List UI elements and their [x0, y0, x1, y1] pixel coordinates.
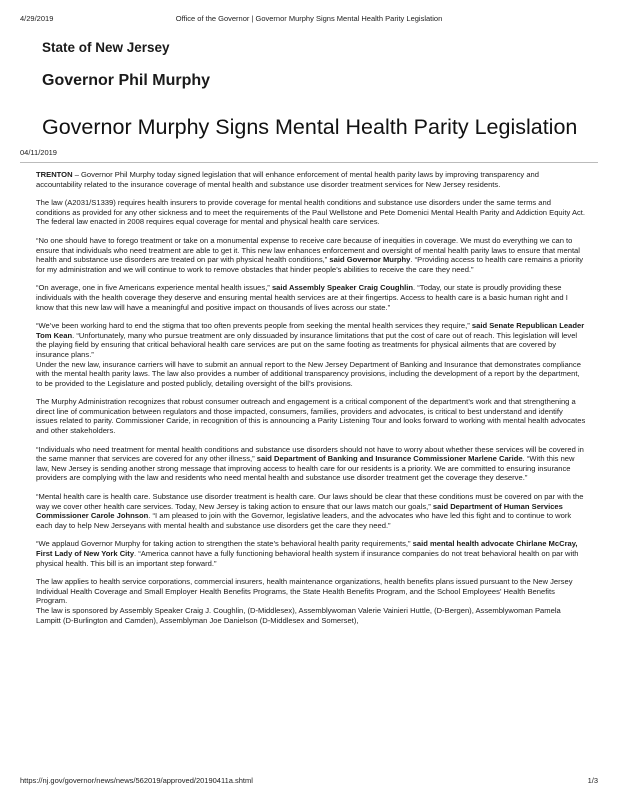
- site-name-link[interactable]: State of New Jersey: [42, 40, 170, 55]
- print-page-title: Office of the Governor | Governor Murphy Signs Mental Health Parity Legislation: [175, 14, 443, 23]
- paragraph-text: Under the new law, insurance carriers will have to submit an annual report to the New Jersey Department of Banking and Insurance that demonstrates compliance with the mental health parity laws. The law also provides a number of additional transparency provisions, including the development of a report by the department, to be provided to the Legislature and posted publicly, detailing oversight of the bill’s provisions.: [36, 359, 581, 388]
- print-date: 4/29/2019: [20, 14, 54, 23]
- speaker-attribution: TRENTON: [36, 170, 73, 179]
- article-paragraph: [36, 321, 586, 359]
- article-paragraph: [36, 283, 586, 312]
- page-number: 1/3: [587, 776, 598, 785]
- paragraph-text: “We applaud Governor Murphy for taking action to strengthen the state’s behavioral health parity requirements,”: [36, 539, 413, 549]
- paragraph-text: “On average, one in five Americans experience mental health issues,”: [36, 283, 272, 293]
- article-paragraph: [36, 397, 586, 435]
- page-url: https://nj.gov/governor/news/news/562019/approved/20190411a.shtml: [20, 776, 253, 785]
- divider: [20, 162, 598, 163]
- paragraph-text: . “With this new law, New Jersey is sending another strong message that improving access to health care for our residents is a priority. We are committed to ensuring insurance providers are complying with the law and residents who need mental health and substance use disorder treatment get the coverage they deserve.”: [36, 454, 575, 483]
- paragraph-text: The law applies to health service corporations, commercial insurers, health maintenance organizations, health benefits plans issued pursuant to the New Jersey Individual Health Coverage and Small Employer Health Benefits Programs, the State Health Benefits Program, and the School Employees’ Health Benefits Program.: [36, 577, 573, 606]
- speaker-attribution: said mental health advocate Chirlane McCray, First Lady of New York City: [36, 539, 578, 558]
- speaker-attribution: said Assembly Speaker Craig Coughlin: [271, 283, 414, 293]
- paragraph-text: . “I am pleased to join with the Governor, legislative leaders, and the advocates who have led this fight and to continue to work each day to help New Jerseyans with mental health and substance use disorders get the care they need.”: [36, 511, 572, 530]
- speaker-attribution: said Senate Republican Leader Tom Kean: [36, 321, 585, 340]
- publication-date: 04/11/2019: [20, 148, 57, 157]
- speaker-attribution: said Department of Banking and Insurance Commissioner Marlene Caride: [256, 454, 523, 464]
- article-paragraph: [36, 606, 586, 625]
- paragraph-text: “Mental health care is health care. Substance use disorder treatment is health care. Our laws should be clear that these conditions must be covered on par with the way we cover other health care services. Today, New Jersey is taking action to ensure that our laws match our goals,”: [36, 492, 584, 511]
- article-paragraph: [36, 445, 586, 483]
- governor-name-link[interactable]: Governor Phil Murphy: [42, 72, 211, 89]
- article-paragraph: [36, 492, 586, 530]
- paragraph-text: The law is sponsored by Assembly Speaker Craig J. Coughlin, (D-Middlesex), Assemblywoman Valerie Vainieri Huttle, (D-Bergen), Assemblywoman Pamela Lampitt (D-Burlington and Camden), Assemblyman Joe Danielson (D-Middlesex and Somerset),: [36, 605, 561, 625]
- paragraph-text: . “Unfortunately, many who pursue treatment are only dissuaded by insurance limitations that put the cost of care out of reach. This legislation will level the playing field by ensuring that critical behavioral health care services are put on the same footing as treatments for physical ailments that are covered by insurance plans.”: [36, 330, 578, 359]
- paragraph-text: “We’ve been working hard to end the stigma that too often prevents people from seeking the mental health services they require,”: [36, 321, 472, 331]
- speaker-attribution: said Department of Human Services Commissioner Carole Johnson: [36, 501, 563, 521]
- article-paragraph: [36, 198, 586, 227]
- paragraph-text: . “America cannot have a fully functioning behavioral health system if insurance companies do not treat behavioral health on par with physical health. This bill is an important step forward.”: [36, 549, 579, 568]
- speaker-attribution: said Governor Murphy: [329, 255, 411, 265]
- paragraph-text: The law (A2031/S1339) requires health insurers to provide coverage for mental health conditions and substance use disorders under the same terms and conditions as provided for any other sickness and to meet the requirements of the Paul Wellstone and Pete Domenici Mental Health Parity and Addiction Equity Act. The federal law enacted in 2008 requires equal coverage for mental and physical health care services.: [36, 198, 586, 227]
- page-title: Governor Murphy Signs Mental Health Parity Legislation: [42, 115, 578, 139]
- article-paragraph: [36, 360, 586, 389]
- paragraph-text: . “Providing access to health care remains a priority for my administration and we will continue to work to remove obstacles that hinder people’s abilities to receive the care they need.”: [36, 255, 584, 274]
- paragraph-text: – Governor Phil Murphy today signed legislation that will enhance enforcement of mental health parity laws by improving transparency and accountability related to the insurance coverage of mental health and substance use disorder treatment services for New Jersey residents.: [36, 170, 540, 189]
- paragraph-text: “Individuals who need treatment for mental health conditions and substance use disorders should not have to worry about whether these services will be covered in the same manner that services are covered for any other illness,”: [36, 444, 584, 464]
- paragraph-text: . “Today, our state is proudly providing these individuals with the health coverage they deserve and ensuring mental health services are at their fingertips. Access to health care is a basic human right and I know that this new law will have a meaningful and positive impact on thousands of lives across our state.”: [36, 283, 568, 312]
- article-paragraph: [36, 577, 586, 606]
- article-paragraph: [36, 236, 586, 274]
- paragraph-text: The Murphy Administration recognizes that robust consumer outreach and engagement is a critical component of the department’s work and that strengthening a direct line of communication between regulators and those impacted, consumers, families, providers and advocates, is critical to best understand and identify issues related to parity. Commissioner Caride, in recognition of this is announcing a Parity Listening Tour and looks forward to working with mental health advocates and other stakeholders.: [36, 397, 586, 436]
- article-paragraph: [36, 170, 586, 189]
- article-body: [36, 170, 586, 634]
- paragraph-text: “No one should have to forego treatment or take on a monumental expense to receive care because of inequities in coverage. We must do everything we can to ensure that individuals who need treatment are able to get it. This new law enhances enforcement and oversight of mental health parity laws to ensure that mental health and substance use disorders are treated on par with physical health conditions,”: [36, 235, 580, 265]
- article-paragraph: [36, 539, 586, 568]
